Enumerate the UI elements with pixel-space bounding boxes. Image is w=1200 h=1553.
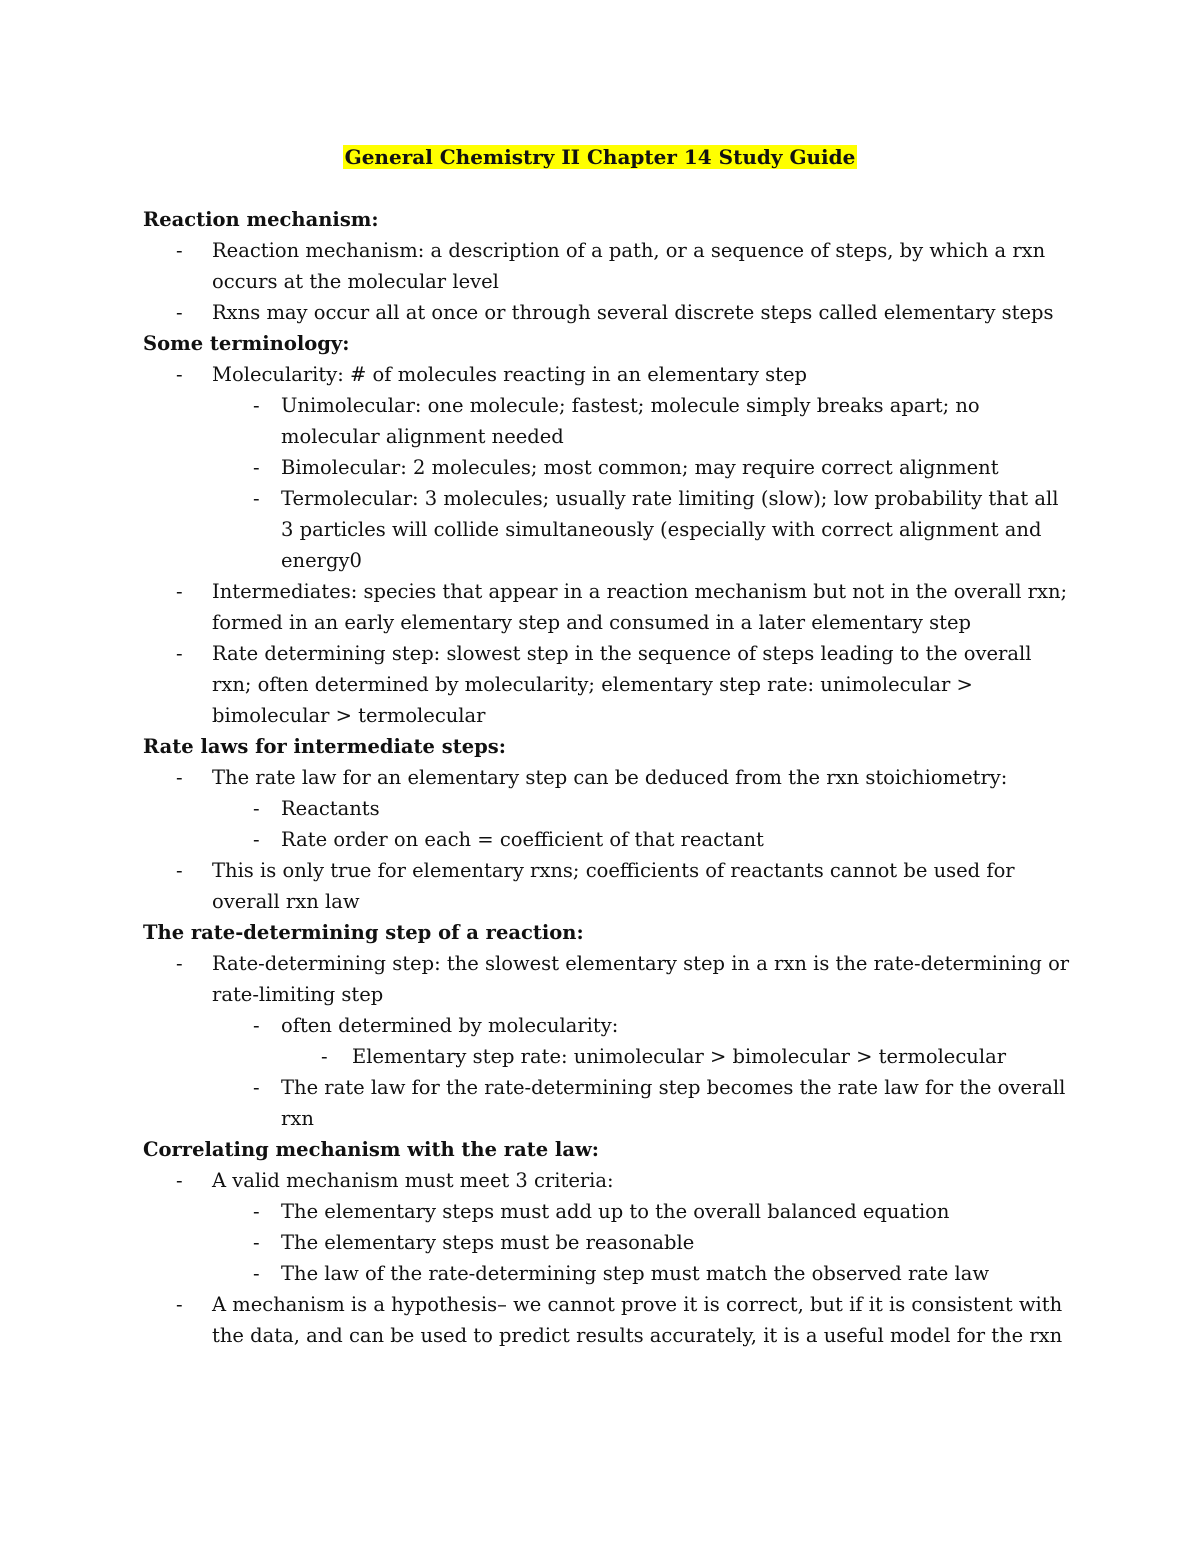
list-item-text: Rxns may occur all at once or through several discrete steps called elementary steps (212, 301, 1054, 324)
section-heading: Correlating mechanism with the rate law: (143, 1138, 599, 1161)
section (143, 328, 1073, 731)
list-item (143, 638, 1073, 731)
bullet-list-level-1 (143, 359, 1073, 731)
bullet-dash: - (176, 301, 183, 324)
list-item-text: The elementary steps must be reasonable (281, 1231, 695, 1254)
bullet-dash: - (253, 487, 260, 510)
list-item-text: Rate determining step: slowest step in the sequence of steps leading to the overall rxn; often determined by molecularity; elementary step rate: unimolecular > bimolecular > termolecular (212, 642, 1032, 727)
bullet-dash: - (176, 642, 183, 665)
list-item-text: The rate law for an elementary step can be deduced from the rxn stoichiometry: (212, 766, 1008, 789)
list-item-text: Rate order on each = coefficient of that reactant (281, 828, 764, 851)
list-item-text: Elementary step rate: unimolecular > bimolecular > termolecular (352, 1045, 1007, 1068)
bullet-list-level-2 (143, 1196, 1073, 1289)
bullet-dash: - (253, 1076, 260, 1099)
list-item (143, 235, 1073, 297)
list-item-text: A valid mechanism must meet 3 criteria: (212, 1169, 614, 1192)
section-heading: Reaction mechanism: (143, 208, 379, 231)
list-item-text: The elementary steps must add up to the overall balanced equation (281, 1200, 950, 1223)
list-item (212, 1227, 1073, 1258)
list-item (212, 824, 1073, 855)
bullet-list-level-3 (212, 1041, 1073, 1072)
bullet-dash: - (253, 1231, 260, 1254)
section-heading: Some terminology: (143, 332, 350, 355)
list-item (143, 762, 1073, 855)
list-item (143, 1165, 1073, 1289)
list-item (212, 452, 1073, 483)
list-item (212, 1196, 1073, 1227)
bullet-list-level-2 (143, 793, 1073, 855)
list-item-text: Reactants (281, 797, 380, 820)
bullet-dash: - (253, 1200, 260, 1223)
list-item-text: often determined by molecularity: (281, 1014, 619, 1037)
bullet-dash: - (321, 1045, 328, 1068)
list-item-text: The rate law for the rate-determining step becomes the rate law for the overall rxn (281, 1076, 1066, 1130)
list-item (143, 359, 1073, 576)
section (143, 731, 1073, 917)
section (143, 204, 1073, 328)
section (143, 917, 1073, 1134)
bullet-dash: - (253, 797, 260, 820)
bullet-list-level-1 (143, 1165, 1073, 1351)
list-item-text: Reaction mechanism: a description of a path, or a sequence of steps, by which a rxn occurs at the molecular level (212, 239, 1046, 293)
bullet-dash: - (253, 1014, 260, 1037)
bullet-dash: - (176, 1169, 183, 1192)
list-item-text: This is only true for elementary rxns; coefficients of reactants cannot be used for overall rxn law (212, 859, 1015, 913)
list-item (143, 1289, 1073, 1351)
list-item (143, 855, 1073, 917)
list-item-text: Molecularity: # of molecules reacting in an elementary step (212, 363, 808, 386)
bullet-dash: - (253, 828, 260, 851)
bullet-dash: - (176, 952, 183, 975)
list-item-text: Intermediates: species that appear in a reaction mechanism but not in the overall rxn; formed in an early elementary step and consumed in a later elementary step (212, 580, 1068, 634)
bullet-list-level-1 (143, 762, 1073, 917)
bullet-list-level-2 (143, 1010, 1073, 1134)
list-item-text: Bimolecular: 2 molecules; most common; may require correct alignment (281, 456, 999, 479)
list-item-text: Termolecular: 3 molecules; usually rate limiting (slow); low probability that all 3 particles will collide simultaneously (especially with correct alignment and energy0 (281, 487, 1059, 572)
title-block (0, 142, 1200, 173)
bullet-list-level-2 (143, 390, 1073, 576)
list-item (143, 297, 1073, 328)
list-item-text: Rate-determining step: the slowest elementary step in a rxn is the rate-determining or rate-limiting step (212, 952, 1070, 1006)
list-item-text: The law of the rate-determining step must match the observed rate law (281, 1262, 990, 1285)
bullet-dash: - (253, 1262, 260, 1285)
list-item-text: A mechanism is a hypothesis– we cannot prove it is correct, but if it is consistent with the data, and can be used to predict results accurately, it is a useful model for the rxn (212, 1293, 1063, 1347)
document-body (143, 204, 1073, 1351)
list-item (281, 1041, 1073, 1072)
list-item (143, 576, 1073, 638)
bullet-dash: - (176, 766, 183, 789)
bullet-dash: - (253, 394, 260, 417)
bullet-dash: - (176, 859, 183, 882)
bullet-dash: - (176, 363, 183, 386)
list-item (212, 1072, 1073, 1134)
list-item (212, 793, 1073, 824)
list-item (212, 483, 1073, 576)
bullet-dash: - (176, 239, 183, 262)
section-heading: Rate laws for intermediate steps: (143, 735, 506, 758)
bullet-dash: - (176, 1293, 183, 1316)
bullet-dash: - (176, 580, 183, 603)
list-item (143, 948, 1073, 1134)
bullet-list-level-1 (143, 948, 1073, 1134)
section-heading: The rate-determining step of a reaction: (143, 921, 584, 944)
list-item (212, 1010, 1073, 1072)
bullet-dash: - (253, 456, 260, 479)
list-item (212, 390, 1073, 452)
page-title: General Chemistry II Chapter 14 Study Guide (344, 145, 856, 169)
list-item (212, 1258, 1073, 1289)
section (143, 1134, 1073, 1351)
bullet-list-level-1 (143, 235, 1073, 328)
list-item-text: Unimolecular: one molecule; fastest; molecule simply breaks apart; no molecular alignment needed (281, 394, 980, 448)
